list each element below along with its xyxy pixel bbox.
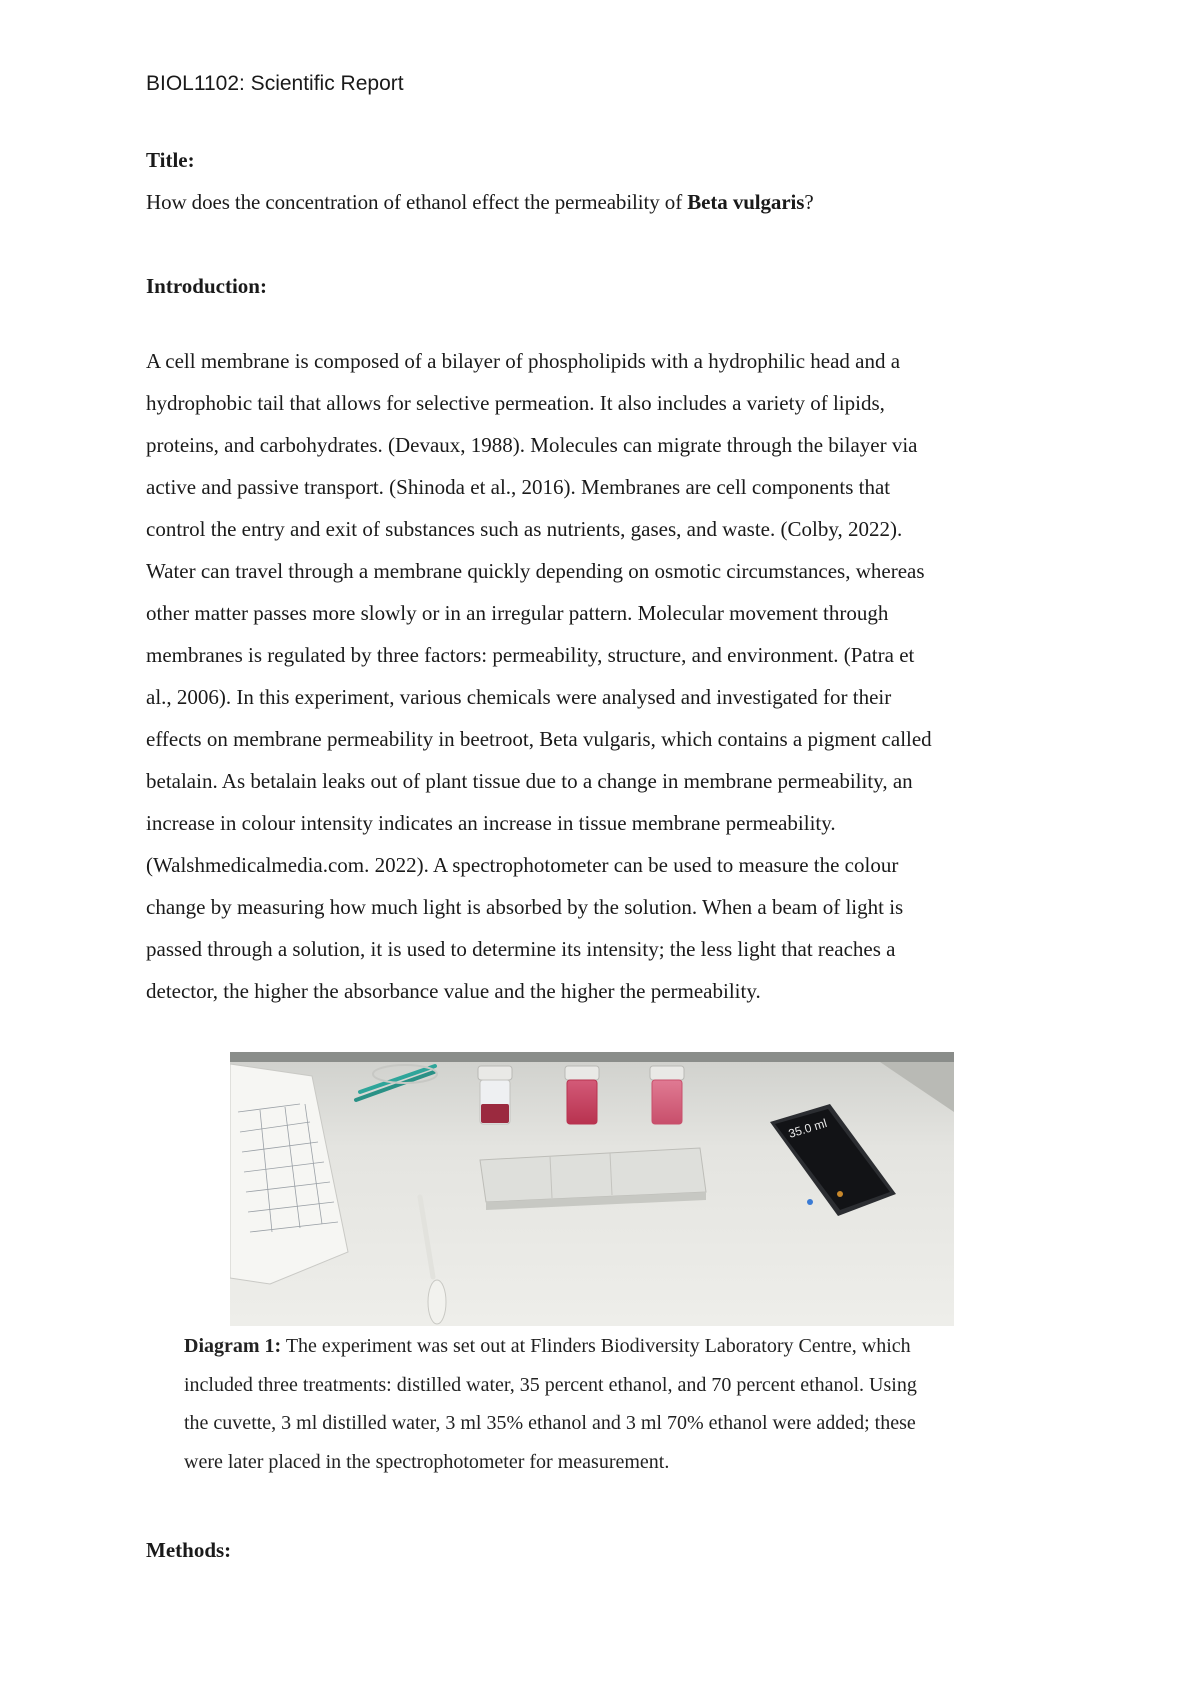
report-header: BIOL1102: Scientific Report: [146, 72, 404, 95]
caption-line: were later placed in the spectrophotometer for measurement.: [184, 1450, 670, 1473]
introduction-line: membranes is regulated by three factors: permeability, structure, and environment. (Patra et: [146, 643, 915, 667]
introduction-line: al., 2006). In this experiment, various chemicals were analysed and investigated for their: [146, 685, 892, 709]
introduction-line: A cell membrane is composed of a bilayer of phospholipids with a hydrophilic head and a: [146, 349, 901, 373]
introduction-line: hydrophobic tail that allows for selective permeation. It also includes a variety of lipids,: [146, 391, 885, 415]
introduction-paragraph: [146, 340, 1066, 1012]
vial-70-percent-ethanol: [650, 1066, 684, 1124]
diagram-caption: [184, 1327, 1034, 1481]
introduction-line: (Walshmedicalmedia.com. 2022). A spectrophotometer can be used to measure the colour: [146, 853, 899, 877]
introduction-line: other matter passes more slowly or in an irregular pattern. Molecular movement through: [146, 601, 889, 625]
introduction-line: passed through a solution, it is used to determine its intensity; the less light that reaches a: [146, 937, 896, 961]
caption-line: included three treatments: distilled water, 35 percent ethanol, and 70 percent ethanol. Using: [184, 1373, 917, 1396]
introduction-line: detector, the higher the absorbance value and the higher the permeability.: [146, 979, 761, 1003]
phone-display: 35.0 ml: [786, 1115, 829, 1141]
title-label: Title:: [146, 148, 195, 172]
caption-label: Diagram 1:: [184, 1335, 282, 1357]
title-end: ?: [804, 190, 814, 214]
introduction-line: proteins, and carbohydrates. (Devaux, 1988). Molecules can migrate through the bilayer via: [146, 433, 918, 457]
introduction-line: effects on membrane permeability in beetroot, Beta vulgaris, which contains a pigment called: [146, 727, 932, 751]
lab-bench-illustration: [230, 1052, 954, 1326]
introduction-line: Water can travel through a membrane quickly depending on osmotic circumstances, whereas: [146, 559, 925, 583]
species-name: Beta vulgaris: [687, 190, 805, 214]
introduction-line: control the entry and exit of substances such as nutrients, gases, and waste. (Colby, 2022).: [146, 517, 903, 541]
report-title: [146, 190, 814, 215]
methods-label: Methods:: [146, 1538, 232, 1562]
introduction-line: active and passive transport. (Shinoda et al., 2016). Membranes are cell components that: [146, 475, 891, 499]
experiment-photo: [230, 1052, 954, 1326]
introduction-line: increase in colour intensity indicates an increase in tissue membrane permeability.: [146, 811, 836, 835]
vial-distilled-water: [478, 1066, 512, 1124]
caption-text: The experiment was set out at Flinders Biodiversity Laboratory Centre, which: [281, 1335, 911, 1357]
caption-line: the cuvette, 3 ml distilled water, 3 ml 35% ethanol and 3 ml 70% ethanol were added; these: [184, 1412, 916, 1434]
introduction-line: betalain. As betalain leaks out of plant tissue due to a change in membrane permeability, an: [146, 769, 913, 793]
vial-35-percent-ethanol: [565, 1066, 599, 1124]
caption-line: [184, 1327, 1034, 1366]
title-text: How does the concentration of ethanol effect the permeability of: [146, 190, 688, 214]
introduction-label: Introduction:: [146, 274, 267, 298]
introduction-line: change by measuring how much light is absorbed by the solution. When a beam of light is: [146, 895, 904, 919]
